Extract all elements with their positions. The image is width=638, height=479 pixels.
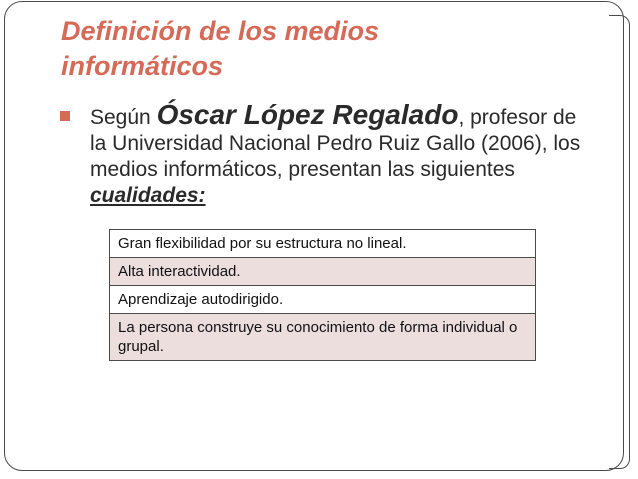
bullet-paragraph: [60, 99, 595, 209]
title-line-2: informáticos: [61, 51, 224, 81]
author-comma: ,: [458, 106, 465, 129]
emphasis-cualidades: cualidades:: [90, 184, 206, 207]
table-cell: La persona construye su conocimiento de forma individual o grupal.: [110, 314, 536, 361]
table-cell: Aprendizaje autodirigido.: [110, 286, 536, 314]
table-row: [110, 286, 536, 314]
bullet-body: profesor de la Universidad Nacional Pedro Ruiz Gallo (2006), los medios informáticos, presentan las siguientes: [90, 106, 581, 181]
bullet-square-icon: [60, 111, 70, 121]
table-cell: Gran flexibilidad por su estructura no lineal.: [110, 230, 536, 258]
slide-side-bracket: [609, 15, 630, 469]
table-row: [110, 258, 536, 286]
author-name: Óscar López Regalado: [156, 99, 459, 130]
table-row: [110, 230, 536, 258]
bullet-text: [90, 99, 595, 209]
title-line-1: Definición de los medios: [61, 16, 380, 46]
qualities-table: [109, 229, 536, 361]
table-row: [110, 314, 536, 361]
slide-title: [61, 14, 581, 84]
table-cell: Alta interactividad.: [110, 258, 536, 286]
bullet-prefix: Según: [90, 106, 157, 129]
